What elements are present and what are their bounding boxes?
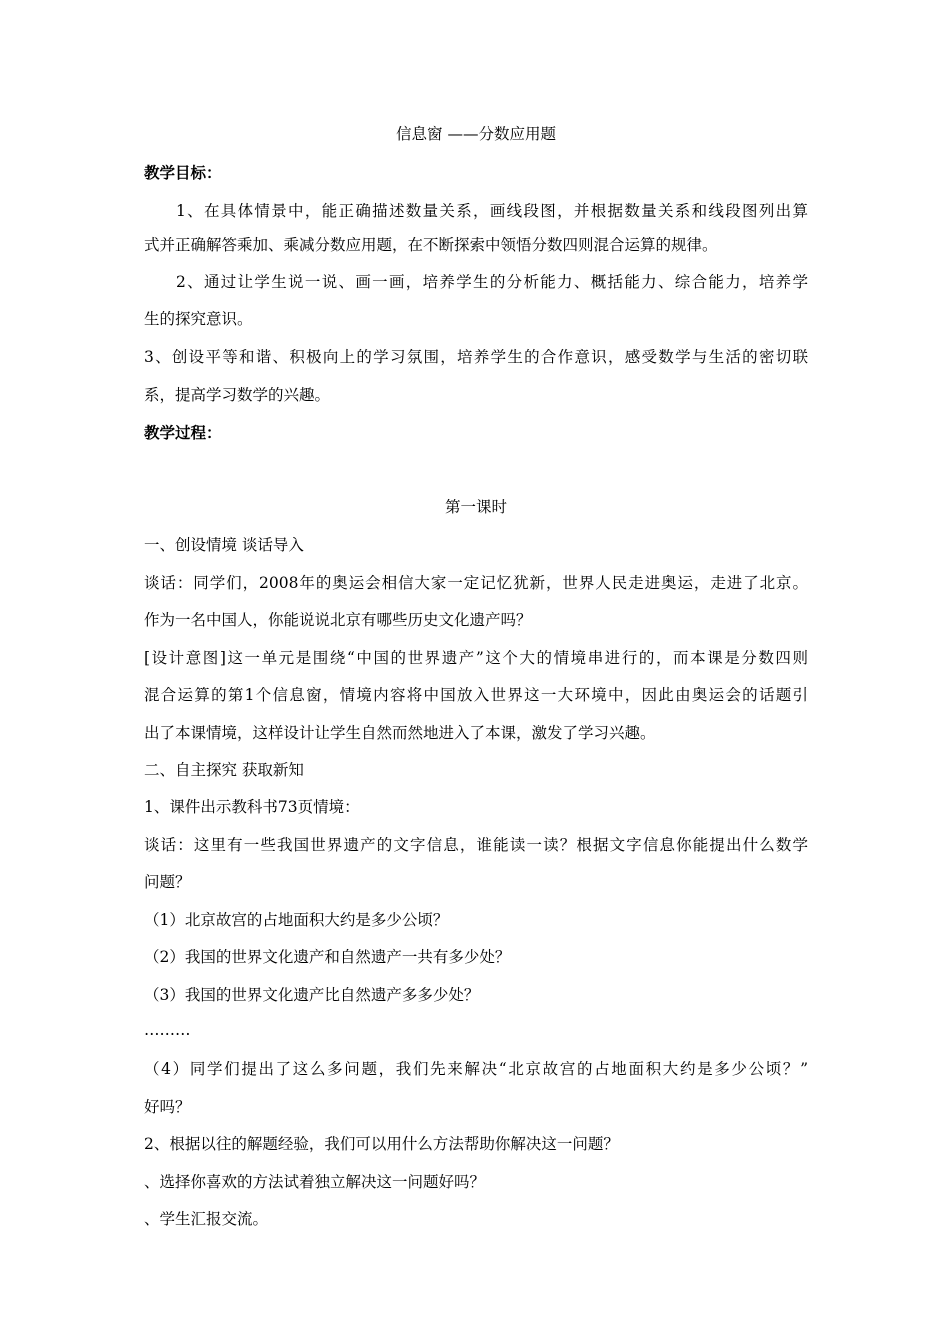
question-1: （1）北京故宫的占地面积大约是多少公顷？ <box>144 911 449 929</box>
step-2: 2、根据以往的解题经验，我们可以用什么方法帮助你解决这一问题？ <box>144 1135 619 1153</box>
objective-1-line-1: 1、在具体情景中，能正确描述数量关系，画线段图，并根据数量关系和线段图列出算 <box>176 202 808 220</box>
question-4-line-2: 好吗？ <box>144 1098 191 1116</box>
section-1-heading: 一、创设情境 谈话导入 <box>144 536 304 554</box>
objective-3-line-1: 3、创设平等和谐、积极向上的学习氛围，培养学生的合作意识，感受数学与生活的密切联 <box>144 348 808 366</box>
section-2-heading: 二、自主探究 获取新知 <box>144 761 304 779</box>
ellipsis: ……… <box>144 1021 191 1039</box>
sub-step-2: 、学生汇报交流。 <box>144 1210 269 1228</box>
question-4-line-1: （4）同学们提出了这么多问题，我们先来解决“北京故宫的占地面积大约是多少公顷？” <box>144 1060 808 1078</box>
objective-3-line-2: 系，提高学习数学的兴趣。 <box>144 386 331 404</box>
talk-1-line-1: 谈话：同学们，2008年的奥运会相信大家一定记忆犹新，世界人民走进奥运，走进了北京。 <box>144 574 808 592</box>
design-intent-line-3: 出了本课情境，这样设计让学生自然而然地进入了本课，激发了学习兴趣。 <box>144 724 656 742</box>
question-3: （3）我国的世界文化遗产比自然遗产多多少处？ <box>144 986 480 1004</box>
step-1: 1、课件出示教科书73页情境： <box>144 798 360 816</box>
talk-2-line-1: 谈话：这里有一些我国世界遗产的文字信息，谁能读一读？根据文字信息你能提出什么数学 <box>144 836 808 854</box>
objective-2-line-2: 生的探究意识。 <box>144 310 253 328</box>
talk-2-line-2: 问题？ <box>144 873 191 891</box>
objective-2-line-1: 2、通过让学生说一说、画一画，培养学生的分析能力、概括能力、综合能力，培养学 <box>176 273 808 291</box>
sub-step-1: 、选择你喜欢的方法试着独立解决这一问题好吗？ <box>144 1173 486 1191</box>
design-intent-line-1: [设计意图]这一单元是围绕“中国的世界遗产”这个大的情境串进行的，而本课是分数四则 <box>144 649 808 667</box>
lesson-title: 第一课时 <box>444 498 507 516</box>
objectives-heading: 教学目标： <box>144 163 222 182</box>
talk-1-line-2: 作为一名中国人，你能说说北京有哪些历史文化遗产吗？ <box>144 611 532 629</box>
document-title: 信息窗 ——分数应用题 <box>396 125 556 143</box>
design-intent-line-2: 混合运算的第1个信息窗，情境内容将中国放入世界这一大环境中，因此由奥运会的话题引 <box>144 686 808 704</box>
objective-1-line-2: 式并正确解答乘加、乘减分数应用题，在不断探索中领悟分数四则混合运算的规律。 <box>144 236 718 254</box>
process-heading: 教学过程： <box>144 423 222 442</box>
question-2: （2）我国的世界文化遗产和自然遗产一共有多少处？ <box>144 948 511 966</box>
